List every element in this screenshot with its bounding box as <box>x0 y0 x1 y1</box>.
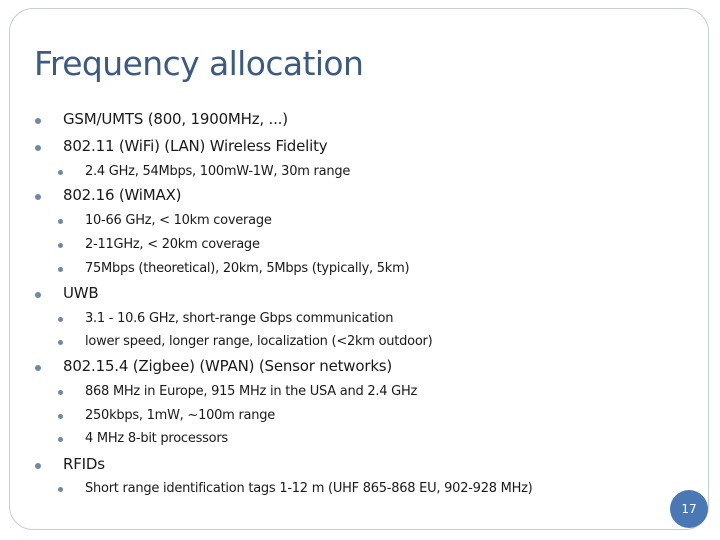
sub-bullet-item <box>85 334 432 349</box>
bullet-text: 802.15.4 (Zigbee) (WPAN) (Sensor networks) <box>63 357 393 375</box>
bullet-item <box>63 455 105 473</box>
sub-bullet-text: 868 MHz in Europe, 915 MHz in the USA and 2.4 GHz <box>85 384 418 399</box>
bullet-text: RFIDs <box>63 455 105 473</box>
sub-bullet-item <box>85 431 228 446</box>
sub-bullet-item <box>85 213 272 228</box>
sub-bullet-dot-icon <box>58 317 63 322</box>
sub-bullet-text: Short range identification tags 1-12 m (UHF 865-868 EU, 902-928 MHz) <box>85 481 533 496</box>
sub-bullet-item <box>85 408 275 423</box>
sub-bullet-text: 250kbps, 1mW, ~100m range <box>85 408 275 423</box>
sub-bullet-item <box>85 164 350 179</box>
bullet-text: 802.11 (WiFi) (LAN) Wireless Fidelity <box>63 137 328 155</box>
bullet-dot-icon <box>35 118 41 124</box>
bullet-text: GSM/UMTS (800, 1900MHz, ...) <box>63 110 288 128</box>
bullet-dot-icon <box>35 145 41 151</box>
sub-bullet-item <box>85 384 417 399</box>
bullet-item <box>63 284 99 302</box>
bullet-dot-icon <box>35 292 41 298</box>
sub-bullet-dot-icon <box>58 390 63 395</box>
sub-bullet-text: 3.1 - 10.6 GHz, short-range Gbps communication <box>85 311 394 326</box>
sub-bullet-item <box>85 311 393 326</box>
sub-bullet-dot-icon <box>58 487 63 492</box>
bullet-item <box>63 186 181 204</box>
page-number-badge: 17 <box>670 490 708 528</box>
bullet-text: 802.16 (WiMAX) <box>63 186 182 204</box>
bullet-dot-icon <box>35 194 41 200</box>
sub-bullet-item <box>85 237 260 252</box>
sub-bullet-dot-icon <box>58 340 63 345</box>
bullet-item <box>63 357 392 375</box>
sub-bullet-text: 75Mbps (theoretical), 20km, 5Mbps (typically, 5km) <box>85 261 410 276</box>
sub-bullet-text: 2-11GHz, < 20km coverage <box>85 237 260 252</box>
sub-bullet-dot-icon <box>58 170 63 175</box>
sub-bullet-item <box>85 261 409 276</box>
sub-bullet-text: 2.4 GHz, 54Mbps, 100mW-1W, 30m range <box>85 164 351 179</box>
sub-bullet-dot-icon <box>58 243 63 248</box>
sub-bullet-dot-icon <box>58 267 63 272</box>
sub-bullet-text: lower speed, longer range, localization (<2km outdoor) <box>85 334 433 349</box>
sub-bullet-dot-icon <box>58 414 63 419</box>
bullet-dot-icon <box>35 463 41 469</box>
bullet-dot-icon <box>35 365 41 371</box>
sub-bullet-text: 10-66 GHz, < 10km coverage <box>85 213 272 228</box>
sub-bullet-dot-icon <box>58 219 63 224</box>
sub-bullet-text: 4 MHz 8-bit processors <box>85 431 228 446</box>
bullet-text: UWB <box>63 284 99 302</box>
sub-bullet-dot-icon <box>58 437 63 442</box>
bullet-item <box>63 137 327 155</box>
sub-bullet-item <box>85 481 533 496</box>
bullet-item <box>63 110 288 128</box>
slide-title: Frequency allocation <box>34 44 364 83</box>
